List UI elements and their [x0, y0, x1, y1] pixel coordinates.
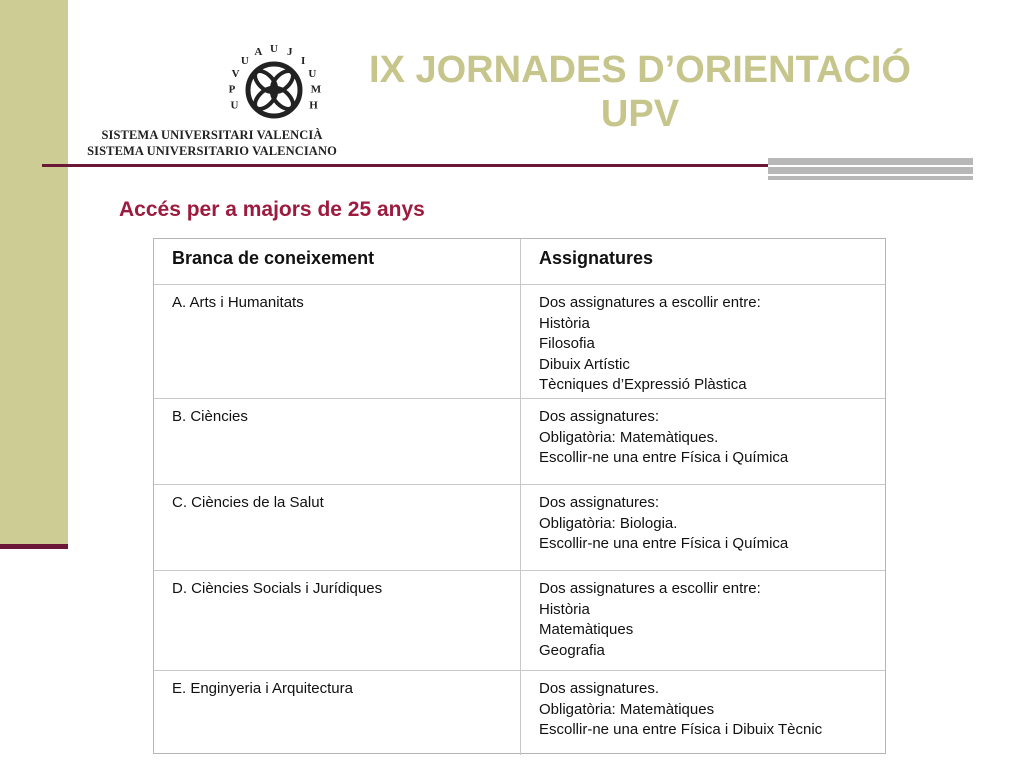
svg-text:U: U	[230, 99, 239, 112]
subject-line: Escollir-ne una entre Física i Química	[539, 449, 789, 466]
header-accent-stripes	[768, 158, 973, 180]
subject-line: Filosofia	[539, 335, 595, 352]
svg-text:V: V	[231, 67, 240, 80]
subject-line: Escollir-ne una entre Física i Dibuix Tècnic	[539, 721, 823, 738]
svg-text:I: I	[301, 54, 306, 67]
subject-line: Història	[539, 314, 590, 332]
header-branch: Branca de coneixement	[154, 239, 521, 284]
table-row	[154, 571, 885, 671]
subject-line: Dos assignatures a escollir entre:	[539, 294, 761, 311]
svg-text:A: A	[254, 46, 263, 59]
title-line-2: UPV	[600, 93, 680, 135]
subject-line: Escollir-ne una entre Física i Química	[539, 535, 789, 552]
subject-line: Dos assignatures a escollir entre:	[539, 580, 761, 597]
svg-text:U: U	[308, 67, 317, 80]
subjects-table	[153, 238, 886, 754]
subject-line: Dos assignatures.	[539, 680, 660, 697]
left-decorative-bar	[0, 0, 68, 548]
branch-cell: D. Ciències Socials i Jurídiques	[154, 571, 521, 670]
subject-line: Obligatòria: Matemàtiques.	[539, 428, 719, 446]
slide-subtitle: Accés per a majors de 25 anys	[119, 198, 425, 221]
logo-text-valenciano: SISTEMA UNIVERSITARIO VALENCIANO	[87, 144, 337, 158]
page-title	[330, 48, 950, 136]
branch-cell: A. Arts i Humanitats	[154, 285, 521, 398]
subject-line: Dibuix Artístic	[539, 355, 630, 373]
subjects-cell	[521, 285, 885, 398]
logo-text-valencia: SISTEMA UNIVERSITARI VALENCIÀ	[101, 128, 323, 142]
table-row	[154, 285, 885, 399]
table-row	[154, 399, 885, 485]
logo-rosette-icon	[226, 42, 322, 138]
subject-line: Geografia	[539, 641, 605, 659]
subject-line: Història	[539, 600, 590, 618]
branch-cell: B. Ciències	[154, 399, 521, 484]
svg-text:M: M	[310, 83, 322, 96]
svg-text:U: U	[240, 54, 249, 67]
table-header-row	[154, 239, 885, 285]
subjects-cell	[521, 399, 885, 484]
subjects-cell	[521, 485, 885, 570]
svg-text:H: H	[309, 99, 318, 112]
subject-line: Tècniques d’Expressió Plàstica	[539, 376, 747, 393]
title-line-1: IX JORNADES D’ORIENTACIÓ	[369, 49, 911, 91]
subject-line: Obligatòria: Matemàtiques	[539, 700, 715, 718]
svg-text:J: J	[286, 46, 293, 59]
svg-text:U: U	[270, 43, 278, 55]
university-system-logo	[76, 20, 348, 160]
subjects-cell	[521, 571, 885, 670]
subjects-cell	[521, 671, 885, 755]
svg-text:P: P	[228, 83, 236, 96]
logo-emblem	[226, 42, 322, 138]
table-row	[154, 485, 885, 571]
subject-line: Dos assignatures:	[539, 494, 660, 511]
table-row	[154, 671, 885, 755]
subject-line: Matemàtiques	[539, 621, 634, 638]
header-subjects: Assignatures	[539, 248, 654, 268]
branch-cell: E. Enginyeria i Arquitectura	[154, 671, 521, 755]
subject-line: Obligatòria: Biologia.	[539, 514, 678, 532]
left-bar-underline	[0, 544, 68, 549]
subject-line: Dos assignatures:	[539, 408, 660, 425]
branch-cell: C. Ciències de la Salut	[154, 485, 521, 570]
